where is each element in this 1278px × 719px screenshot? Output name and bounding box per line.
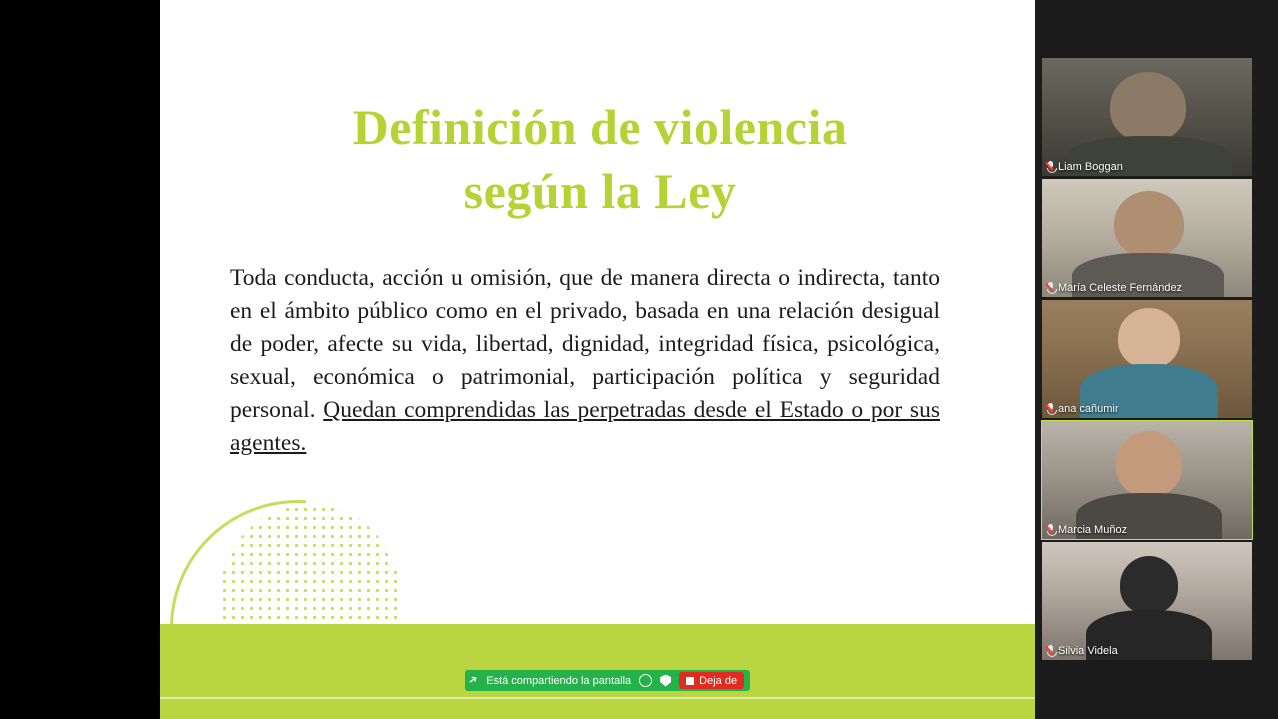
- slide-title: [220, 95, 980, 223]
- participant-video: [1042, 300, 1252, 418]
- slide-body-paragraph: Toda conducta, acción u omisión, que de manera directa o indirecta, tanto en el ámbito público como en el privado, basada en una relación desigual de poder, afecte su vida, libertad, dignidad, integridad física, psicológica, sexual, económica o patrimonial, participación política y seguridad personal.: [230, 265, 940, 423]
- participant-name: ana cañumir: [1058, 403, 1119, 415]
- slide-body-text: [230, 262, 940, 460]
- participant-tile-active-speaker[interactable]: [1042, 421, 1252, 539]
- participant-name-badge: [1046, 524, 1127, 536]
- participant-video: [1042, 179, 1252, 297]
- screen-share-status-bar[interactable]: [465, 670, 750, 691]
- participant-name: María Celeste Fernández: [1058, 282, 1183, 294]
- mic-muted-icon: [1046, 403, 1055, 415]
- stop-square-icon: [686, 677, 694, 685]
- participant-tile[interactable]: [1042, 300, 1252, 418]
- participant-name-badge: [1046, 645, 1118, 657]
- participant-name: Marcia Muñoz: [1058, 524, 1128, 536]
- participant-name: Liam Boggan: [1058, 161, 1123, 173]
- participant-strip: [1035, 0, 1278, 719]
- slide-footer-divider: [160, 697, 1035, 699]
- slide-title-line-2: según la Ley: [463, 163, 737, 219]
- mic-muted-icon: [1046, 645, 1055, 657]
- shield-icon[interactable]: [660, 675, 671, 687]
- circle-icon[interactable]: [639, 674, 652, 687]
- participant-video: [1042, 58, 1252, 176]
- participant-video: [1042, 542, 1252, 660]
- participant-name-badge: [1046, 282, 1182, 294]
- mic-muted-icon: [1046, 161, 1055, 173]
- participant-name-badge: [1046, 161, 1123, 173]
- slide-title-line-1: Definición de violencia: [352, 99, 848, 155]
- participant-video: [1042, 421, 1252, 539]
- stop-share-button[interactable]: [679, 672, 744, 689]
- presentation-slide: [160, 0, 1035, 719]
- participant-tile[interactable]: [1042, 542, 1252, 660]
- mic-muted-icon: [1046, 282, 1055, 294]
- mic-muted-icon: [1046, 524, 1055, 536]
- stop-share-label: Deja de: [699, 674, 738, 687]
- participant-name-badge: [1046, 403, 1119, 415]
- participant-name: Silvia Videla: [1058, 645, 1118, 657]
- participant-tile[interactable]: [1042, 58, 1252, 176]
- slide-body-underlined: Quedan comprendidas las perpetradas desde el Estado o por sus agentes.: [230, 397, 940, 456]
- share-status-label: Está compartiendo la pantalla: [486, 674, 632, 687]
- participant-tile[interactable]: [1042, 179, 1252, 297]
- share-arrow-icon: ➔: [466, 672, 481, 688]
